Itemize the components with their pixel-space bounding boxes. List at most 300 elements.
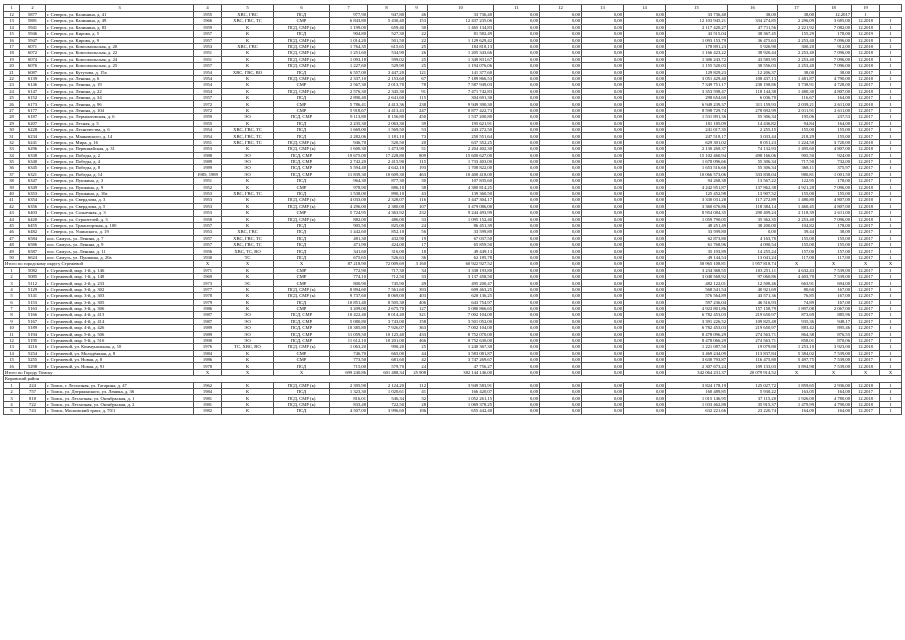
table-row bbox=[4, 408, 902, 414]
table-cell: 745,90 bbox=[368, 280, 406, 286]
table-cell: 155,29 bbox=[778, 31, 816, 37]
table-cell: 0,00 bbox=[624, 331, 666, 337]
table-cell: 116,67 bbox=[778, 95, 816, 101]
table-cell: 30 bbox=[406, 178, 428, 184]
table-cell: ПСД, СМР (к) bbox=[274, 24, 330, 30]
table-cell: 2 328,07 bbox=[368, 197, 406, 203]
subtotal-cell: 699 240,86 bbox=[330, 369, 368, 375]
table-cell: 0,00 bbox=[540, 133, 582, 139]
table-cell: 195 621,91 bbox=[428, 120, 494, 126]
table-cell: 0,00 bbox=[540, 248, 582, 254]
table-cell: 0,00 bbox=[494, 248, 540, 254]
table-cell: 34 bbox=[4, 152, 20, 158]
table-cell: 12.2017 bbox=[852, 280, 880, 286]
table-cell: ПСД, СМР (к) bbox=[274, 382, 330, 388]
table-cell: ХВС, ГВС, ТС bbox=[222, 133, 274, 139]
table-cell: 14 255,24 bbox=[728, 248, 778, 254]
table-cell: 1989 bbox=[194, 331, 222, 337]
table-cell: 2 611,00 bbox=[816, 101, 852, 107]
table-cell: 67 037,50 bbox=[428, 235, 494, 241]
table-cell: 3 033,44 bbox=[728, 133, 778, 139]
table-cell: 1957 bbox=[194, 235, 222, 241]
table-cell: 0,00 bbox=[582, 133, 624, 139]
table-cell: 0,00 bbox=[540, 395, 582, 401]
table-cell: ПСД, СМР bbox=[274, 158, 330, 164]
table-cell: 8 478 096,29 bbox=[666, 331, 728, 337]
table-cell: 546,34 bbox=[368, 395, 406, 401]
table-cell: г. Северск, ул. Победы, д. 4 bbox=[46, 158, 194, 164]
table-cell: 157,00 bbox=[778, 248, 816, 254]
table-cell: 155,00 bbox=[778, 235, 816, 241]
table-cell: 886,10 bbox=[368, 184, 406, 190]
table-cell: 0,00 bbox=[494, 267, 540, 273]
table-cell: 238 bbox=[406, 101, 428, 107]
table-cell: г. Стрежевой, мкр. 3-й, д. 303 bbox=[46, 293, 194, 299]
table-cell: 3 391 226,52 bbox=[666, 318, 728, 324]
table-cell: 33 bbox=[406, 216, 428, 222]
table-cell: 12.2017 bbox=[852, 267, 880, 273]
table-cell: 12.2017 bbox=[852, 107, 880, 113]
table-cell: г. Стрежевой, ул. Новая, д. 91 bbox=[46, 363, 194, 369]
table-cell: 1 227,60 bbox=[330, 63, 368, 69]
table-cell: 990,20 bbox=[368, 344, 406, 350]
table-cell: 166 420,07 bbox=[428, 389, 494, 395]
table-cell: 6177 bbox=[20, 107, 46, 113]
table-cell: 4 642,10 bbox=[368, 165, 406, 171]
table-cell: 1 bbox=[880, 254, 902, 260]
table-cell: 1977 bbox=[194, 286, 222, 292]
subtotal-cell: Х bbox=[880, 369, 902, 375]
table-cell: 11 bbox=[4, 331, 20, 337]
column-number-cell: 16 bbox=[728, 5, 778, 12]
table-cell: ПСД, СМР bbox=[274, 171, 330, 177]
table-cell: 643 754,97 bbox=[428, 299, 494, 305]
table-cell: 11 059,50 bbox=[330, 331, 368, 337]
table-cell: 0,00 bbox=[540, 69, 582, 75]
table-cell: 7 096,00 bbox=[816, 216, 852, 222]
table-cell: г. Стрежевой, мкр. 1-й, д. 146 bbox=[46, 267, 194, 273]
table-cell: 12.2017 bbox=[852, 127, 880, 133]
table-cell: 1990 bbox=[194, 337, 222, 343]
table-cell: 4 790,00 bbox=[816, 75, 852, 81]
table-cell: 1951 bbox=[194, 139, 222, 145]
table-cell: 0,00 bbox=[624, 229, 666, 235]
table-cell: 2 282,06 bbox=[330, 133, 368, 139]
table-cell: 2 395,90 bbox=[330, 382, 368, 388]
table-cell: 53 bbox=[406, 127, 428, 133]
column-number-cell bbox=[880, 5, 902, 12]
table-cell: 1 bbox=[880, 152, 902, 158]
table-cell: 1 251,60 bbox=[330, 50, 368, 56]
table-cell: 1 bbox=[880, 363, 902, 369]
table-cell: ПСД bbox=[274, 299, 330, 305]
table-cell: 5881 bbox=[20, 18, 46, 24]
table-cell: г. Северск, ул. Комсомольская, д. 22 bbox=[46, 50, 194, 56]
table-cell: 12.2018 bbox=[852, 395, 880, 401]
table-cell: 108 437,13 bbox=[728, 75, 778, 81]
table-cell: 125 452,98 bbox=[666, 190, 728, 196]
table-cell: 12.2017 bbox=[852, 337, 880, 343]
table-cell: ХВС, ГВС bbox=[222, 229, 274, 235]
table-cell: К bbox=[222, 24, 274, 30]
table-cell: 0,00 bbox=[494, 312, 540, 318]
table-cell: 2 576,30 bbox=[330, 88, 368, 94]
table-cell: 6356 bbox=[20, 203, 46, 209]
table-cell: 947,80 bbox=[368, 12, 406, 18]
column-number-cell: 8 bbox=[368, 5, 406, 12]
table-cell: 1 015 146,95 bbox=[666, 395, 728, 401]
table-cell: ПСД bbox=[274, 12, 330, 18]
subtotal-cell: 1 957 818,74 bbox=[728, 261, 778, 267]
table-cell: 46 bbox=[406, 12, 428, 18]
table-cell: 620 136,25 bbox=[428, 293, 494, 299]
table-cell: 6624 bbox=[20, 254, 46, 260]
table-cell: 39,44 bbox=[778, 229, 816, 235]
table-cell: 722,50 bbox=[368, 401, 406, 407]
table-cell: 905,50 bbox=[330, 222, 368, 228]
table-cell: 7 539,00 bbox=[816, 350, 852, 356]
table-cell: 118 144,38 bbox=[728, 88, 778, 94]
table-cell: 7 539,00 bbox=[816, 363, 852, 369]
table-cell: 8 505,30 bbox=[368, 299, 406, 305]
table-cell: 0,00 bbox=[540, 95, 582, 101]
table-cell: 5 594,40 bbox=[330, 165, 368, 171]
table-cell: 655 442,40 bbox=[428, 408, 494, 414]
table-cell: 48 bbox=[4, 242, 20, 248]
table-cell: 1 bbox=[880, 312, 902, 318]
table-cell: 5 926,90 bbox=[728, 43, 778, 49]
table-cell: 5 430,40 bbox=[368, 18, 406, 24]
column-number-cell: 17 bbox=[778, 5, 816, 12]
table-cell: ПСД, СМР bbox=[274, 318, 330, 324]
table-cell: 7 189 866,53 bbox=[428, 75, 494, 81]
column-number-cell: 5 bbox=[222, 5, 274, 12]
table-cell: 1 bbox=[4, 382, 20, 388]
table-cell: г. Северск, ул. Лесничества, д. 6 bbox=[46, 127, 194, 133]
table-cell: г. Северск, ул. Ленина, д. 96 bbox=[46, 101, 194, 107]
table-cell: 1 bbox=[880, 203, 902, 209]
table-cell: СМР bbox=[274, 267, 330, 273]
table-cell: 4 807,00 bbox=[816, 203, 852, 209]
table-cell: 186 bbox=[406, 408, 428, 414]
table-cell: 4 296,00 bbox=[330, 203, 368, 209]
table-cell: 62 185,78 bbox=[428, 254, 494, 260]
table-cell: 432,90 bbox=[368, 235, 406, 241]
table-cell: 0,00 bbox=[624, 210, 666, 216]
column-number-cell: 1 bbox=[4, 5, 20, 12]
table-cell: 1955 bbox=[194, 120, 222, 126]
table-cell: ХВС, ГВС, ТС bbox=[222, 18, 274, 24]
table-cell: 0,00 bbox=[582, 325, 624, 331]
table-cell: 43 515,04 bbox=[666, 31, 728, 37]
table-cell: 43 585,95 bbox=[728, 56, 778, 62]
table-cell: К bbox=[222, 274, 274, 280]
table-cell: 1951 bbox=[194, 56, 222, 62]
table-cell: г. Стрежевой, мкр. 4-й, д. 413 bbox=[46, 312, 194, 318]
table-cell: 2 415,90 bbox=[368, 158, 406, 164]
table-cell: 6347 bbox=[20, 178, 46, 184]
table-cell: 37 115,20 bbox=[728, 395, 778, 401]
table-cell: 7 096,00 bbox=[816, 50, 852, 56]
table-cell: 1 bbox=[880, 382, 902, 388]
table-cell: 25 bbox=[406, 344, 428, 350]
table-cell: 1 bbox=[880, 286, 902, 292]
table-cell: СМР bbox=[274, 280, 330, 286]
table-cell: 0,00 bbox=[582, 184, 624, 190]
table-cell: 38,00 bbox=[778, 69, 816, 75]
table-cell: 47 711,56 bbox=[728, 24, 778, 30]
table-cell: 694,00 bbox=[816, 280, 852, 286]
table-cell: 1 897,08 bbox=[778, 305, 816, 311]
table-cell: 29 bbox=[4, 120, 20, 126]
table-cell: 33 599,80 bbox=[666, 229, 728, 235]
table-cell: 139 360,50 bbox=[428, 190, 494, 196]
column-number-cell: 12 bbox=[540, 5, 582, 12]
table-cell: 160 489,85 bbox=[666, 389, 728, 395]
table-cell: 129 829,23 bbox=[666, 69, 728, 75]
table-cell: 19 bbox=[406, 235, 428, 241]
table-cell: 12.2017 bbox=[852, 165, 880, 171]
table-cell: 1 bbox=[880, 37, 902, 43]
table-cell: 0,00 bbox=[494, 408, 540, 414]
table-cell: г. Северск, ул. Кирова, д. 5 bbox=[46, 31, 194, 37]
table-cell: 0,00 bbox=[624, 293, 666, 299]
table-cell: 86 451,39 bbox=[428, 222, 494, 228]
table-cell: 1 bbox=[880, 24, 902, 30]
table-cell: 40 bbox=[4, 190, 20, 196]
table-cell: 0,00 bbox=[582, 82, 624, 88]
table-cell: 12.2018 bbox=[852, 56, 880, 62]
subtotal-cell: 0,00 bbox=[624, 261, 666, 267]
table-cell: 12.2017 bbox=[852, 210, 880, 216]
table-cell: 12.2017 bbox=[852, 350, 880, 356]
table-cell: 0,00 bbox=[494, 88, 540, 94]
table-cell: 30 bbox=[406, 24, 428, 30]
table-cell: 1 059 790,05 bbox=[666, 216, 728, 222]
table-cell: 219 650,97 bbox=[728, 325, 778, 331]
table-cell: 0,00 bbox=[540, 280, 582, 286]
table-cell: 0,00 bbox=[494, 184, 540, 190]
table-cell: 3 949 583,91 bbox=[428, 382, 494, 388]
table-cell: 0,00 bbox=[494, 146, 540, 152]
table-cell: 1 bbox=[4, 267, 20, 273]
table-cell: ЭО bbox=[222, 114, 274, 120]
table-cell: 21 bbox=[4, 69, 20, 75]
table-cell: 0,00 bbox=[494, 286, 540, 292]
table-cell: 904,80 bbox=[330, 31, 368, 37]
table-cell: г. Стрежевой, ул. Коммунальная, д. 10 bbox=[46, 344, 194, 350]
table-cell: 2 611,00 bbox=[816, 210, 852, 216]
table-cell: 167,00 bbox=[816, 293, 852, 299]
table-cell: 12 bbox=[4, 337, 20, 343]
table-cell: 109 133,03 bbox=[728, 363, 778, 369]
table-cell: 12.2018 bbox=[852, 88, 880, 94]
table-cell: 1981 bbox=[194, 395, 222, 401]
table-cell: 2 296,09 bbox=[778, 18, 816, 24]
table-cell: 501,50 bbox=[368, 37, 406, 43]
table-cell: 5298 bbox=[20, 363, 46, 369]
table-cell: 61 768,96 bbox=[666, 242, 728, 248]
table-cell: 35 915,37 bbox=[728, 401, 778, 407]
table-cell: 117,00 bbox=[778, 254, 816, 260]
table-cell: 1 569,50 bbox=[368, 127, 406, 133]
table-cell: К bbox=[222, 82, 274, 88]
table-cell: 1954 bbox=[194, 69, 222, 75]
table-cell: 0,00 bbox=[540, 344, 582, 350]
table-cell: 30 bbox=[4, 127, 20, 133]
table-cell: 1 bbox=[880, 229, 902, 235]
table-cell: 0,00 bbox=[582, 12, 624, 18]
table-cell: 0,00 bbox=[494, 69, 540, 75]
table-cell: 722 bbox=[20, 401, 46, 407]
table-cell: 157,00 bbox=[816, 248, 852, 254]
table-cell: 1 bbox=[880, 274, 902, 280]
subtotal-cell: Х bbox=[274, 261, 330, 267]
table-cell: 0,00 bbox=[540, 56, 582, 62]
table-cell: 218,29 bbox=[778, 133, 816, 139]
column-number-cell: 14 bbox=[624, 5, 666, 12]
table-cell: 1953 bbox=[194, 197, 222, 203]
table-cell: 0,00 bbox=[494, 120, 540, 126]
table-cell: 5 bbox=[4, 293, 20, 299]
table-cell: 12.2017 bbox=[852, 235, 880, 241]
table-cell: СМР bbox=[274, 184, 330, 190]
table-cell: 104,82 bbox=[778, 222, 816, 228]
table-cell: 5163 bbox=[20, 305, 46, 311]
table-cell: 877,30 bbox=[368, 178, 406, 184]
table-cell: 4 413,36 bbox=[368, 101, 406, 107]
table-cell: ПСД, СМР (к) bbox=[274, 216, 330, 222]
table-cell: ПСД bbox=[274, 178, 330, 184]
table-cell: 1953 bbox=[194, 43, 222, 49]
table-cell: 7 096,00 bbox=[816, 184, 852, 190]
table-cell: 6228 bbox=[20, 127, 46, 133]
table-cell: 12.2018 bbox=[852, 18, 880, 24]
table-cell: 0,00 bbox=[624, 280, 666, 286]
subtotal-cell: 0,00 bbox=[582, 369, 624, 375]
table-cell: 1954 bbox=[194, 82, 222, 88]
table-cell: 178,00 bbox=[816, 178, 852, 184]
table-cell: К bbox=[222, 31, 274, 37]
table-cell: 1987 bbox=[194, 312, 222, 318]
table-cell: 0,00 bbox=[582, 158, 624, 164]
table-cell: СМР bbox=[274, 18, 330, 24]
table-cell: 0,00 bbox=[624, 197, 666, 203]
subtotal-cell: 0,00 bbox=[494, 261, 540, 267]
table-cell: ЭО bbox=[222, 171, 274, 177]
table-cell: 0,00 bbox=[582, 382, 624, 388]
table-cell: 32 bbox=[406, 395, 428, 401]
table-cell: ПСД, СМР (к) bbox=[274, 401, 330, 407]
table-cell: 49 bbox=[4, 248, 20, 254]
table-cell: 0,00 bbox=[540, 210, 582, 216]
table-cell: 818 bbox=[20, 395, 46, 401]
table-cell: 1971 bbox=[194, 267, 222, 273]
table-cell: К bbox=[222, 178, 274, 184]
table-cell: 0,00 bbox=[624, 318, 666, 324]
table-cell: 0,00 bbox=[582, 24, 624, 30]
table-cell: 28 bbox=[4, 114, 20, 120]
table-cell: 22 bbox=[4, 75, 20, 81]
table-cell: 0,00 bbox=[624, 37, 666, 43]
table-cell: К bbox=[222, 203, 274, 209]
table-cell: 0,00 bbox=[540, 107, 582, 113]
table-cell: 0,00 bbox=[624, 56, 666, 62]
table-cell: 870,06 bbox=[816, 337, 852, 343]
table-cell: 1 600,30 bbox=[330, 146, 368, 152]
table-cell: 155,00 bbox=[816, 190, 852, 196]
table-cell: 4 bbox=[4, 286, 20, 292]
table-cell: г. Северск, ул. Маяковского, д. 14 bbox=[46, 133, 194, 139]
table-cell: 0,00 bbox=[624, 165, 666, 171]
table-cell: 3 051 429,40 bbox=[666, 75, 728, 81]
table-cell: 290 409,24 bbox=[728, 210, 778, 216]
table-cell: 1957 bbox=[194, 63, 222, 69]
table-cell: 12.2017 bbox=[852, 318, 880, 324]
table-cell: 1951 bbox=[194, 50, 222, 56]
table-cell: 16 bbox=[4, 363, 20, 369]
table-cell: 55 306,34 bbox=[728, 114, 778, 120]
table-cell: 0,00 bbox=[624, 31, 666, 37]
table-cell: ПСД, СМР bbox=[274, 312, 330, 318]
table-cell: 1987 bbox=[194, 318, 222, 324]
table-cell: 1 253,10 bbox=[778, 344, 816, 350]
table-cell: 0,00 bbox=[494, 331, 540, 337]
table-cell: 12.2017 bbox=[852, 222, 880, 228]
table-cell: 486,00 bbox=[368, 216, 406, 222]
table-cell: 12.2017 bbox=[852, 299, 880, 305]
table-cell: ПСД, СМР (к) bbox=[274, 344, 330, 350]
table-cell: 527,30 bbox=[368, 31, 406, 37]
table-cell: 27 bbox=[4, 107, 20, 113]
table-cell: 6 782 453,03 bbox=[666, 312, 728, 318]
table-cell: 1 bbox=[880, 331, 902, 337]
table-cell: 12.2017 bbox=[852, 82, 880, 88]
table-cell: 12.2017 bbox=[852, 254, 880, 260]
table-cell: 6338 bbox=[20, 152, 46, 158]
table-cell: 13 907,52 bbox=[728, 190, 778, 196]
table-cell: г. Северск, ул. Пушкина, д. 10а bbox=[46, 190, 194, 196]
table-cell: 0,00 bbox=[624, 408, 666, 414]
table-cell: ПСД bbox=[274, 31, 330, 37]
table-cell: 8 069,00 bbox=[368, 293, 406, 299]
table-cell: г. Северск, ул. Комсомольская, д. 24 bbox=[46, 56, 194, 62]
table-cell: 529,90 bbox=[368, 63, 406, 69]
table-cell: 43 bbox=[4, 210, 20, 216]
table-cell: 3 338 193,80 bbox=[428, 267, 494, 273]
table-cell: 579,70 bbox=[368, 363, 406, 369]
table-cell: 12.2018 bbox=[852, 63, 880, 69]
table-cell: г. Северск, ул. Кирова, д. 9 bbox=[46, 37, 194, 43]
table-cell: 0,00 bbox=[494, 50, 540, 56]
table-cell: 12.2017 bbox=[852, 114, 880, 120]
table-cell: ПСД, СМР (к) bbox=[274, 88, 330, 94]
table-cell: ЭО bbox=[222, 152, 274, 158]
table-cell: 773,50 bbox=[330, 357, 368, 363]
table-cell: 12.2018 bbox=[852, 382, 880, 388]
table-cell: г. Северск, ул. Калинина, д. 49 bbox=[46, 18, 194, 24]
table-cell: 0,00 bbox=[494, 401, 540, 407]
table-cell: 1978 bbox=[194, 293, 222, 299]
table-cell: 1981 bbox=[194, 401, 222, 407]
table-cell: 5941 bbox=[20, 24, 46, 30]
table-cell: 12 508,46 bbox=[728, 280, 778, 286]
table-cell: 7 539,00 bbox=[816, 267, 852, 273]
table-cell: 495 200,47 bbox=[428, 280, 494, 286]
table-cell: 8 752 630,00 bbox=[428, 337, 494, 343]
table-cell: 321 bbox=[406, 312, 428, 318]
table-cell: 178,00 bbox=[816, 222, 852, 228]
